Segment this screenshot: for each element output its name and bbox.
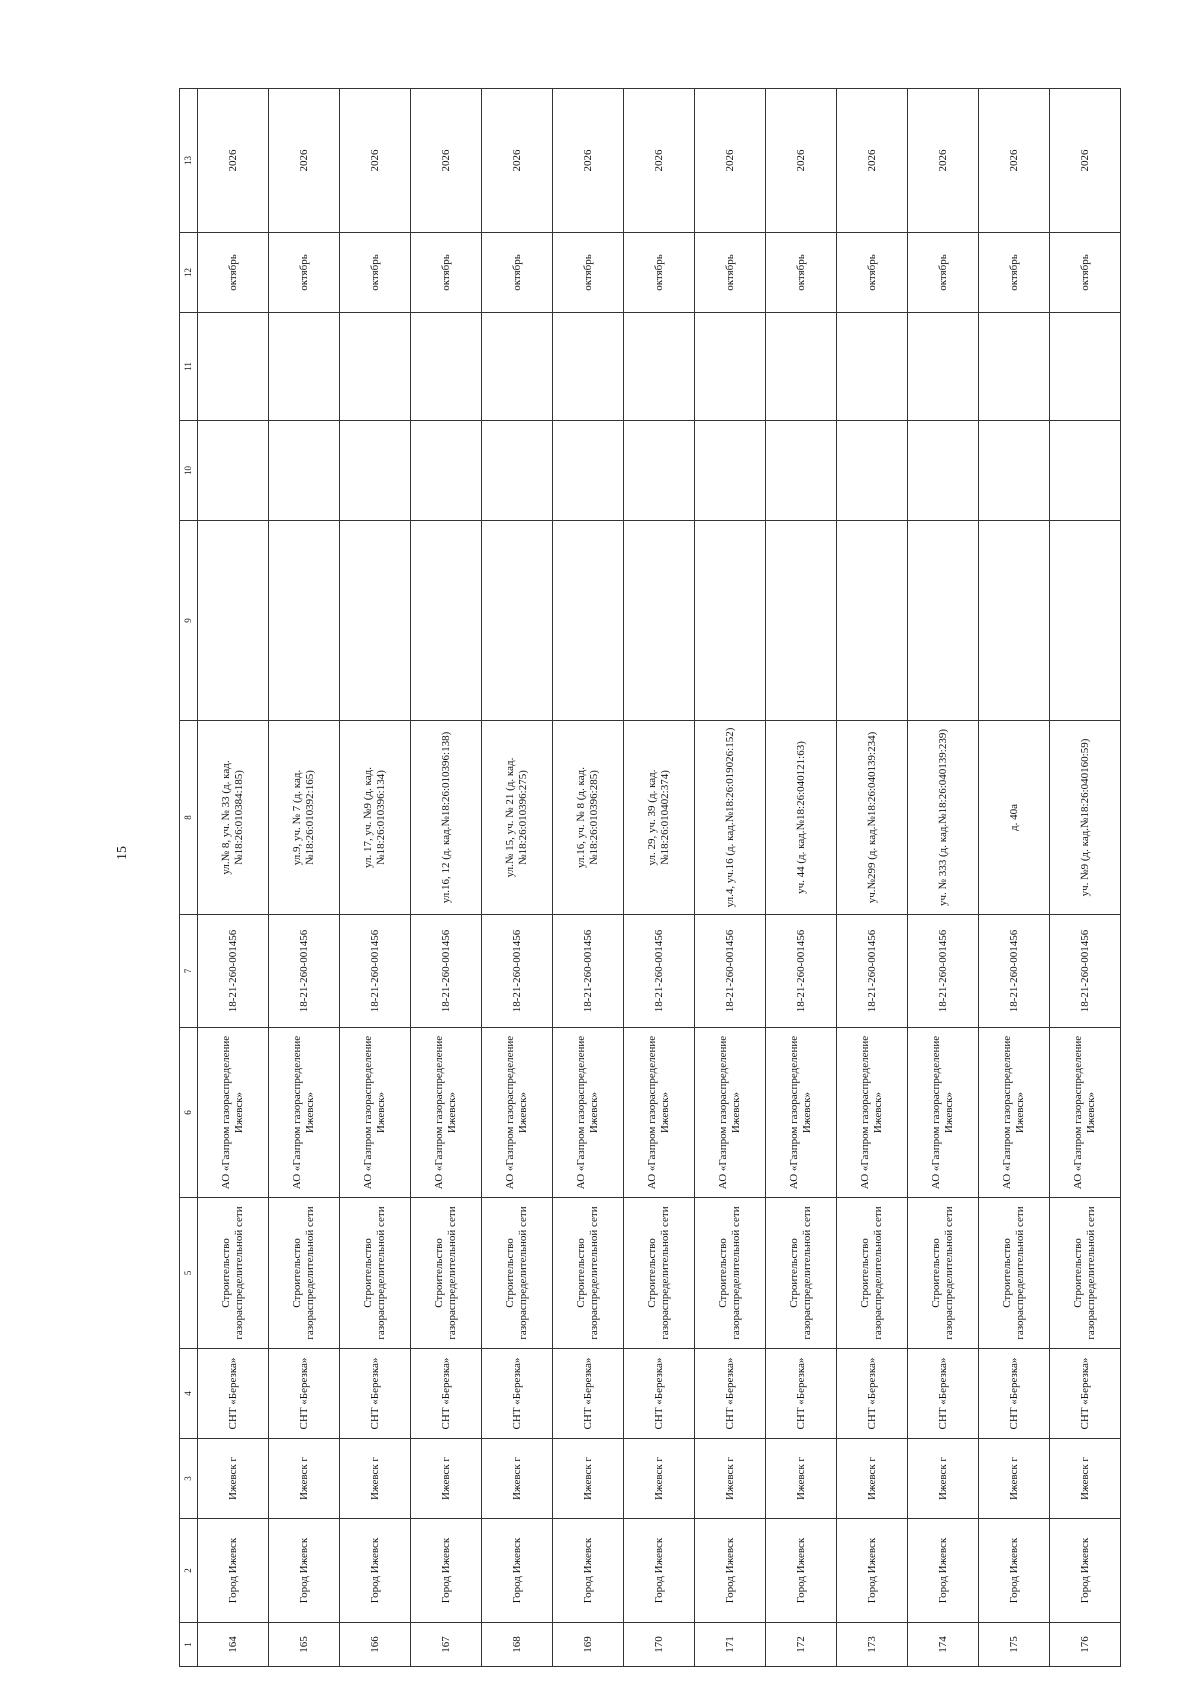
municipality-cell: Город Ижевск: [979, 1519, 1050, 1623]
year-cell: 2026: [411, 89, 482, 233]
work-type-cell: Строительство газораспределительной сети: [198, 1198, 269, 1349]
settlement-cell: Ижевск г: [979, 1439, 1050, 1519]
settlement-cell: Ижевск г: [837, 1439, 908, 1519]
col-9-cell: [766, 521, 837, 721]
address-cell: ул.4, уч.16 (д. кад.№18:26:019026:152): [695, 721, 766, 915]
year-cell: 2026: [979, 89, 1050, 233]
col-9-cell: [269, 521, 340, 721]
column-number-header: 6: [180, 1028, 198, 1198]
row-number-cell: 164: [198, 1623, 269, 1667]
table-row: [624, 89, 695, 1667]
col-9-cell: [624, 521, 695, 721]
month-cell: октябрь: [624, 233, 695, 313]
col-10-cell: [553, 421, 624, 521]
address-cell: ул.№ 8, уч. № 33 (д. кад.№18:26:010384:185): [198, 721, 269, 915]
col-11-cell: [979, 313, 1050, 421]
col-9-cell: [908, 521, 979, 721]
table-row: [482, 89, 553, 1667]
registry-number-cell: 18-21-260-001456: [624, 915, 695, 1028]
col-10-cell: [695, 421, 766, 521]
settlement-cell: Ижевск г: [766, 1439, 837, 1519]
row-number-cell: 170: [624, 1623, 695, 1667]
row-number-cell: 165: [269, 1623, 340, 1667]
work-type-cell: Строительство газораспределительной сети: [908, 1198, 979, 1349]
row-number-cell: 175: [979, 1623, 1050, 1667]
year-cell: 2026: [340, 89, 411, 233]
municipality-cell: Город Ижевск: [340, 1519, 411, 1623]
col-9-cell: [979, 521, 1050, 721]
col-10-cell: [908, 421, 979, 521]
organization-cell: АО «Газпром газораспределение Ижевск»: [482, 1028, 553, 1198]
col-11-cell: [1050, 313, 1121, 421]
municipality-cell: Город Ижевск: [908, 1519, 979, 1623]
column-number-header: 1: [180, 1623, 198, 1667]
organization-cell: АО «Газпром газораспределение Ижевск»: [411, 1028, 482, 1198]
municipality-cell: Город Ижевск: [553, 1519, 624, 1623]
rotated-page: [179, 89, 1097, 1667]
work-type-cell: Строительство газораспределительной сети: [766, 1198, 837, 1349]
column-number-header: 9: [180, 521, 198, 721]
settlement-cell: Ижевск г: [1050, 1439, 1121, 1519]
col-9-cell: [695, 521, 766, 721]
col-9-cell: [553, 521, 624, 721]
settlement-cell: Ижевск г: [908, 1439, 979, 1519]
month-cell: октябрь: [695, 233, 766, 313]
settlement-cell: Ижевск г: [340, 1439, 411, 1519]
month-cell: октябрь: [411, 233, 482, 313]
municipality-cell: Город Ижевск: [695, 1519, 766, 1623]
row-number-cell: 166: [340, 1623, 411, 1667]
organization-cell: АО «Газпром газораспределение Ижевск»: [198, 1028, 269, 1198]
snt-name-cell: СНТ «Березка»: [411, 1349, 482, 1439]
organization-cell: АО «Газпром газораспределение Ижевск»: [1050, 1028, 1121, 1198]
column-number-header: 13: [180, 89, 198, 233]
registry-number-cell: 18-21-260-001456: [411, 915, 482, 1028]
col-9-cell: [1050, 521, 1121, 721]
address-cell: д. 40а: [979, 721, 1050, 915]
col-10-cell: [482, 421, 553, 521]
month-cell: октябрь: [1050, 233, 1121, 313]
work-type-cell: Строительство газораспределительной сети: [340, 1198, 411, 1349]
address-cell: ул. 29, уч. 39 (д. кад.№18:26:010402:374): [624, 721, 695, 915]
municipality-cell: Город Ижевск: [766, 1519, 837, 1623]
work-type-cell: Строительство газораспределительной сети: [1050, 1198, 1121, 1349]
col-10-cell: [411, 421, 482, 521]
work-type-cell: Строительство газораспределительной сети: [482, 1198, 553, 1349]
column-number-header: 2: [180, 1519, 198, 1623]
snt-name-cell: СНТ «Березка»: [553, 1349, 624, 1439]
col-11-cell: [624, 313, 695, 421]
work-type-cell: Строительство газораспределительной сети: [837, 1198, 908, 1349]
address-cell: уч. №9 (д. кад.№18:26:040160:59): [1050, 721, 1121, 915]
table-row: [340, 89, 411, 1667]
snt-name-cell: СНТ «Березка»: [1050, 1349, 1121, 1439]
col-9-cell: [198, 521, 269, 721]
snt-name-cell: СНТ «Березка»: [198, 1349, 269, 1439]
municipality-cell: Город Ижевск: [482, 1519, 553, 1623]
year-cell: 2026: [269, 89, 340, 233]
table-row: [908, 89, 979, 1667]
year-cell: 2026: [553, 89, 624, 233]
registry-number-cell: 18-21-260-001456: [908, 915, 979, 1028]
col-11-cell: [340, 313, 411, 421]
month-cell: октябрь: [482, 233, 553, 313]
municipality-cell: Город Ижевск: [624, 1519, 695, 1623]
settlement-cell: Ижевск г: [198, 1439, 269, 1519]
address-cell: ул.№ 15, уч. № 21 (д. кад.№18:26:010396:275): [482, 721, 553, 915]
col-10-cell: [979, 421, 1050, 521]
organization-cell: АО «Газпром газораспределение Ижевск»: [837, 1028, 908, 1198]
column-number-header: 12: [180, 233, 198, 313]
table-row: [695, 89, 766, 1667]
municipality-cell: Город Ижевск: [198, 1519, 269, 1623]
address-cell: ул. 17, уч. №9 (д. кад.№18:26:010396:134): [340, 721, 411, 915]
registry-number-cell: 18-21-260-001456: [269, 915, 340, 1028]
header-row: [180, 89, 198, 1667]
column-number-header: 11: [180, 313, 198, 421]
month-cell: октябрь: [269, 233, 340, 313]
month-cell: октябрь: [340, 233, 411, 313]
snt-name-cell: СНТ «Березка»: [340, 1349, 411, 1439]
row-number-cell: 169: [553, 1623, 624, 1667]
year-cell: 2026: [766, 89, 837, 233]
col-11-cell: [908, 313, 979, 421]
col-11-cell: [482, 313, 553, 421]
col-9-cell: [482, 521, 553, 721]
row-number-cell: 174: [908, 1623, 979, 1667]
row-number-cell: 171: [695, 1623, 766, 1667]
col-10-cell: [269, 421, 340, 521]
settlement-cell: Ижевск г: [411, 1439, 482, 1519]
registry-number-cell: 18-21-260-001456: [695, 915, 766, 1028]
year-cell: 2026: [198, 89, 269, 233]
settlement-cell: Ижевск г: [482, 1439, 553, 1519]
snt-name-cell: СНТ «Березка»: [624, 1349, 695, 1439]
table-row: [269, 89, 340, 1667]
work-type-cell: Строительство газораспределительной сети: [553, 1198, 624, 1349]
column-number-header: 3: [180, 1439, 198, 1519]
address-cell: уч. № 333 (д. кад.№18:26:040139:239): [908, 721, 979, 915]
settlement-cell: Ижевск г: [269, 1439, 340, 1519]
table-row: [979, 89, 1050, 1667]
organization-cell: АО «Газпром газораспределение Ижевск»: [979, 1028, 1050, 1198]
municipality-cell: Город Ижевск: [1050, 1519, 1121, 1623]
address-cell: ул.16, уч. № 8 (д. кад.№18:26:010396:285): [553, 721, 624, 915]
year-cell: 2026: [1050, 89, 1121, 233]
snt-name-cell: СНТ «Березка»: [482, 1349, 553, 1439]
snt-name-cell: СНТ «Березка»: [979, 1349, 1050, 1439]
registry-number-cell: 18-21-260-001456: [482, 915, 553, 1028]
table-body: [198, 89, 1121, 1667]
address-cell: уч.№299 (д. кад.№18:26:040139:234): [837, 721, 908, 915]
column-number-header: 7: [180, 915, 198, 1028]
settlement-cell: Ижевск г: [695, 1439, 766, 1519]
organization-cell: АО «Газпром газораспределение Ижевск»: [766, 1028, 837, 1198]
page-number: 15: [115, 846, 130, 860]
work-type-cell: Строительство газораспределительной сети: [624, 1198, 695, 1349]
organization-cell: АО «Газпром газораспределение Ижевск»: [553, 1028, 624, 1198]
row-number-cell: 168: [482, 1623, 553, 1667]
col-10-cell: [837, 421, 908, 521]
year-cell: 2026: [908, 89, 979, 233]
municipality-cell: Город Ижевск: [411, 1519, 482, 1623]
table-row: [198, 89, 269, 1667]
address-cell: ул.16, 12 (д. кад.№18:26:010396:138): [411, 721, 482, 915]
organization-cell: АО «Газпром газораспределение Ижевск»: [624, 1028, 695, 1198]
column-number-header: 8: [180, 721, 198, 915]
col-11-cell: [766, 313, 837, 421]
organization-cell: АО «Газпром газораспределение Ижевск»: [908, 1028, 979, 1198]
work-type-cell: Строительство газораспределительной сети: [979, 1198, 1050, 1349]
year-cell: 2026: [695, 89, 766, 233]
col-10-cell: [1050, 421, 1121, 521]
registry-number-cell: 18-21-260-001456: [553, 915, 624, 1028]
registry-number-cell: 18-21-260-001456: [979, 915, 1050, 1028]
row-number-cell: 173: [837, 1623, 908, 1667]
month-cell: октябрь: [979, 233, 1050, 313]
column-number-header: 5: [180, 1198, 198, 1349]
col-10-cell: [198, 421, 269, 521]
registry-number-cell: 18-21-260-001456: [766, 915, 837, 1028]
registry-number-cell: 18-21-260-001456: [837, 915, 908, 1028]
col-10-cell: [624, 421, 695, 521]
municipality-cell: Город Ижевск: [837, 1519, 908, 1623]
col-11-cell: [695, 313, 766, 421]
registry-number-cell: 18-21-260-001456: [1050, 915, 1121, 1028]
row-number-cell: 176: [1050, 1623, 1121, 1667]
col-11-cell: [198, 313, 269, 421]
work-type-cell: Строительство газораспределительной сети: [411, 1198, 482, 1349]
snt-name-cell: СНТ «Березка»: [695, 1349, 766, 1439]
col-9-cell: [340, 521, 411, 721]
col-11-cell: [269, 313, 340, 421]
organization-cell: АО «Газпром газораспределение Ижевск»: [695, 1028, 766, 1198]
table-row: [553, 89, 624, 1667]
month-cell: октябрь: [553, 233, 624, 313]
address-cell: уч. 44 (д. кад.№18:26:040121:63): [766, 721, 837, 915]
col-11-cell: [411, 313, 482, 421]
month-cell: октябрь: [198, 233, 269, 313]
table-row: [766, 89, 837, 1667]
col-11-cell: [553, 313, 624, 421]
month-cell: октябрь: [908, 233, 979, 313]
work-type-cell: Строительство газораспределительной сети: [269, 1198, 340, 1349]
col-11-cell: [837, 313, 908, 421]
organization-cell: АО «Газпром газораспределение Ижевск»: [269, 1028, 340, 1198]
gasification-table: [179, 88, 1121, 1667]
col-9-cell: [837, 521, 908, 721]
snt-name-cell: СНТ «Березка»: [766, 1349, 837, 1439]
settlement-cell: Ижевск г: [553, 1439, 624, 1519]
settlement-cell: Ижевск г: [624, 1439, 695, 1519]
month-cell: октябрь: [766, 233, 837, 313]
col-10-cell: [766, 421, 837, 521]
snt-name-cell: СНТ «Березка»: [269, 1349, 340, 1439]
organization-cell: АО «Газпром газораспределение Ижевск»: [340, 1028, 411, 1198]
table-row: [1050, 89, 1121, 1667]
municipality-cell: Город Ижевск: [269, 1519, 340, 1623]
table-row: [411, 89, 482, 1667]
month-cell: октябрь: [837, 233, 908, 313]
address-cell: ул.9, уч. № 7 (д. кад.№18:26:010392:165): [269, 721, 340, 915]
year-cell: 2026: [482, 89, 553, 233]
row-number-cell: 167: [411, 1623, 482, 1667]
work-type-cell: Строительство газораспределительной сети: [695, 1198, 766, 1349]
col-10-cell: [340, 421, 411, 521]
registry-number-cell: 18-21-260-001456: [198, 915, 269, 1028]
col-9-cell: [411, 521, 482, 721]
table-row: [837, 89, 908, 1667]
row-number-cell: 172: [766, 1623, 837, 1667]
snt-name-cell: СНТ «Березка»: [837, 1349, 908, 1439]
year-cell: 2026: [837, 89, 908, 233]
snt-name-cell: СНТ «Березка»: [908, 1349, 979, 1439]
column-number-header: 10: [180, 421, 198, 521]
column-number-header: 4: [180, 1349, 198, 1439]
year-cell: 2026: [624, 89, 695, 233]
registry-number-cell: 18-21-260-001456: [340, 915, 411, 1028]
